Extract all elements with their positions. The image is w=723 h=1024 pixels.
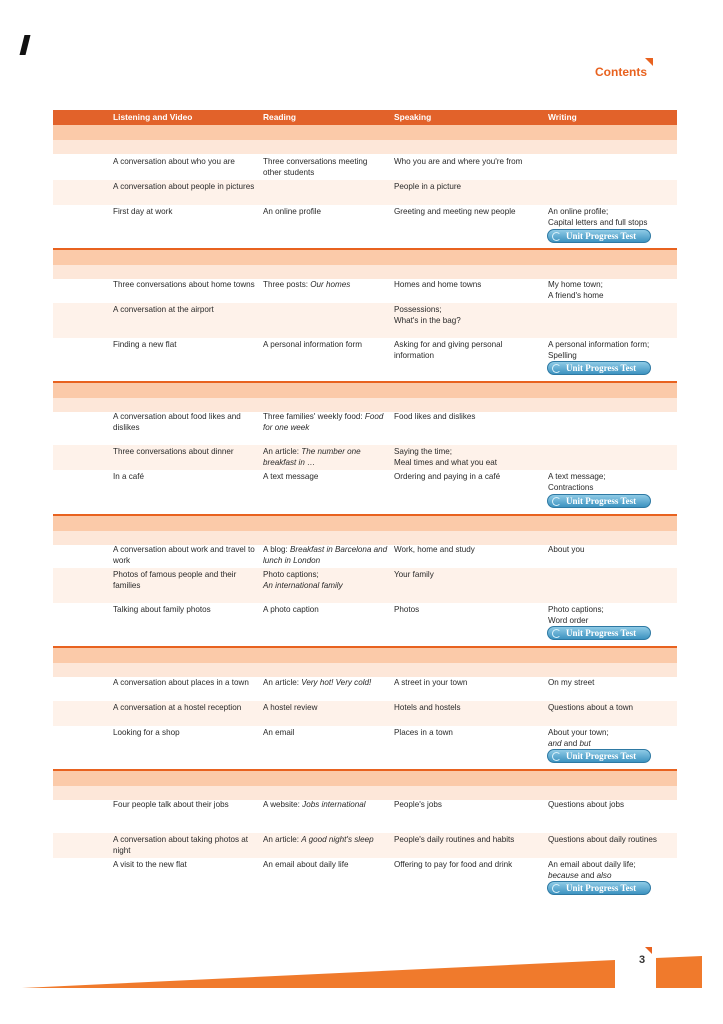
table-cell: A conversation about taking photos at night: [113, 835, 248, 855]
unit-progress-test-button[interactable]: [547, 626, 651, 640]
table-cell: An article: A good night's sleep: [263, 835, 374, 844]
table-cell: A visit to the new flat: [113, 860, 187, 869]
table-row: [53, 568, 677, 603]
table-cell: Photo captions; An international family: [263, 570, 343, 590]
table-cell: A conversation about people in pictures: [113, 182, 255, 191]
unit-section: [53, 125, 677, 241]
table-cell: Photos of famous people and their families: [113, 570, 237, 590]
table-header: [53, 110, 677, 125]
unit-band: [53, 383, 677, 398]
footer-swoosh: [0, 950, 723, 1024]
table-cell: Saying the time; Meal times and what you eat: [394, 447, 498, 467]
table-cell: An article: Very hot! Very cold!: [263, 678, 372, 687]
table-cell: A personal information form; Spelling: [548, 340, 650, 360]
table-cell: An online profile; Capital letters and full stops: [548, 207, 648, 227]
unit-progress-test-button[interactable]: [547, 361, 651, 375]
table-cell: A blog: Breakfast in Barcelona and lunch in London: [263, 545, 388, 565]
table-cell: Possessions; What's in the bag?: [394, 305, 461, 325]
table-cell: A street in your town: [394, 678, 468, 687]
table-cell: A conversation about work and travel to work: [113, 545, 255, 565]
table-cell: A conversation about food likes and dislikes: [113, 412, 241, 432]
table-cell: Photos: [394, 605, 420, 614]
table-row: [53, 278, 677, 303]
table-cell: A hostel review: [263, 703, 318, 712]
table-cell: Work, home and study: [394, 545, 475, 554]
unit-band: [53, 250, 677, 265]
unit-progress-test-label: Unit Progress Test: [566, 363, 637, 373]
table-cell: A conversation about who you are: [113, 157, 235, 166]
header-speaking: Speaking: [394, 112, 432, 122]
table-cell: Food likes and dislikes: [394, 412, 476, 421]
unit-progress-test-label: Unit Progress Test: [566, 628, 637, 638]
table-cell: Three posts: Our homes: [263, 280, 351, 289]
table-cell: A text message; Contractions: [548, 472, 606, 492]
table-cell: A conversation at the airport: [113, 305, 214, 314]
refresh-icon: [552, 752, 561, 761]
table-cell: My home town; A friend's home: [548, 280, 604, 300]
refresh-icon: [552, 497, 561, 506]
unit-section: [53, 383, 677, 506]
table-cell: Four people talk about their jobs: [113, 800, 229, 809]
table-row: [53, 410, 677, 445]
table-row: [53, 701, 677, 726]
unit-section: [53, 516, 677, 638]
table-cell: A website: Jobs international: [263, 800, 366, 809]
page-number: 3: [639, 954, 646, 966]
unit-progress-test-button[interactable]: [547, 229, 651, 243]
unit-subband: [53, 265, 677, 279]
table-cell: Who you are and where you're from: [394, 157, 523, 166]
table-cell: An email about daily life: [263, 860, 349, 869]
table-cell: Places in a town: [394, 728, 453, 737]
table-cell: A conversation at a hostel reception: [113, 703, 242, 712]
table-cell: An email about daily life; because and also: [548, 860, 636, 880]
table-row: [53, 155, 677, 180]
refresh-icon: [552, 629, 561, 638]
unit-subband: [53, 140, 677, 154]
table-row: [53, 180, 677, 205]
table-cell: Homes and home towns: [394, 280, 482, 289]
table-cell: Three conversations about home towns: [113, 280, 255, 289]
table-row: [53, 833, 677, 858]
header-listening: Listening and Video: [113, 112, 193, 122]
table-row: [53, 798, 677, 833]
unit-band: [53, 648, 677, 663]
table-cell: Talking about family photos: [113, 605, 211, 614]
table-cell: Questions about jobs: [548, 800, 625, 809]
table-cell: Questions about daily routines: [548, 835, 657, 844]
unit-section: [53, 250, 677, 373]
table-cell: About you: [548, 545, 585, 554]
unit-progress-test-label: Unit Progress Test: [566, 496, 637, 506]
table-cell: Asking for and giving personal information: [394, 340, 503, 360]
refresh-icon: [552, 884, 561, 893]
table-row: [53, 445, 677, 470]
unit-progress-test-button[interactable]: [547, 749, 651, 763]
unit-band: [53, 771, 677, 786]
unit-progress-test-label: Unit Progress Test: [566, 751, 637, 761]
table-cell: About your town; and and but: [548, 728, 609, 748]
table-row: [53, 543, 677, 568]
unit-band: [53, 516, 677, 531]
table-cell: An article: The number one breakfast in …: [263, 447, 361, 467]
refresh-icon: [552, 364, 561, 373]
table-cell: Your family: [394, 570, 434, 579]
table-cell: Offering to pay for food and drink: [394, 860, 513, 869]
table-cell: Photo captions; Word order: [548, 605, 604, 625]
header-reading: Reading: [263, 112, 297, 122]
unit-section: [53, 648, 677, 761]
table-cell: An email: [263, 728, 295, 737]
table-cell: An online profile: [263, 207, 322, 216]
table-cell: A personal information form: [263, 340, 362, 349]
header-writing: Writing: [548, 112, 577, 122]
unit-band: [53, 125, 677, 140]
contents-table: [53, 110, 677, 893]
table-cell: Looking for a shop: [113, 728, 180, 737]
unit-progress-test-label: Unit Progress Test: [566, 231, 637, 241]
table-cell: On my street: [548, 678, 595, 687]
table-cell: Three conversations meeting other students: [263, 157, 368, 177]
table-cell: People's daily routines and habits: [394, 835, 515, 844]
table-cell: In a café: [113, 472, 145, 481]
corner-crop-mark: [20, 35, 31, 55]
table-cell: Finding a new flat: [113, 340, 177, 349]
table-cell: A conversation about places in a town: [113, 678, 249, 687]
refresh-icon: [552, 232, 561, 241]
table-cell: Three families' weekly food: Food for one week: [263, 412, 384, 432]
table-cell: People in a picture: [394, 182, 462, 191]
unit-section: [53, 771, 677, 893]
table-cell: Three conversations about dinner: [113, 447, 234, 456]
unit-progress-test-button[interactable]: [547, 881, 651, 895]
table-cell: A photo caption: [263, 605, 319, 614]
table-row: [53, 303, 677, 338]
unit-progress-test-button[interactable]: [547, 494, 651, 508]
table-cell: People's jobs: [394, 800, 442, 809]
unit-progress-test-label: Unit Progress Test: [566, 883, 637, 893]
title-triangle-icon: [645, 58, 653, 66]
page-title: Contents: [595, 65, 647, 79]
table-cell: Questions about a town: [548, 703, 634, 712]
table-cell: Hotels and hostels: [394, 703, 461, 712]
table-cell: Greeting and meeting new people: [394, 207, 516, 216]
table-cell: Ordering and paying in a café: [394, 472, 501, 481]
table-cell: First day at work: [113, 207, 173, 216]
table-cell: A text message: [263, 472, 319, 481]
table-row: [53, 676, 677, 701]
unit-subband: [53, 663, 677, 677]
